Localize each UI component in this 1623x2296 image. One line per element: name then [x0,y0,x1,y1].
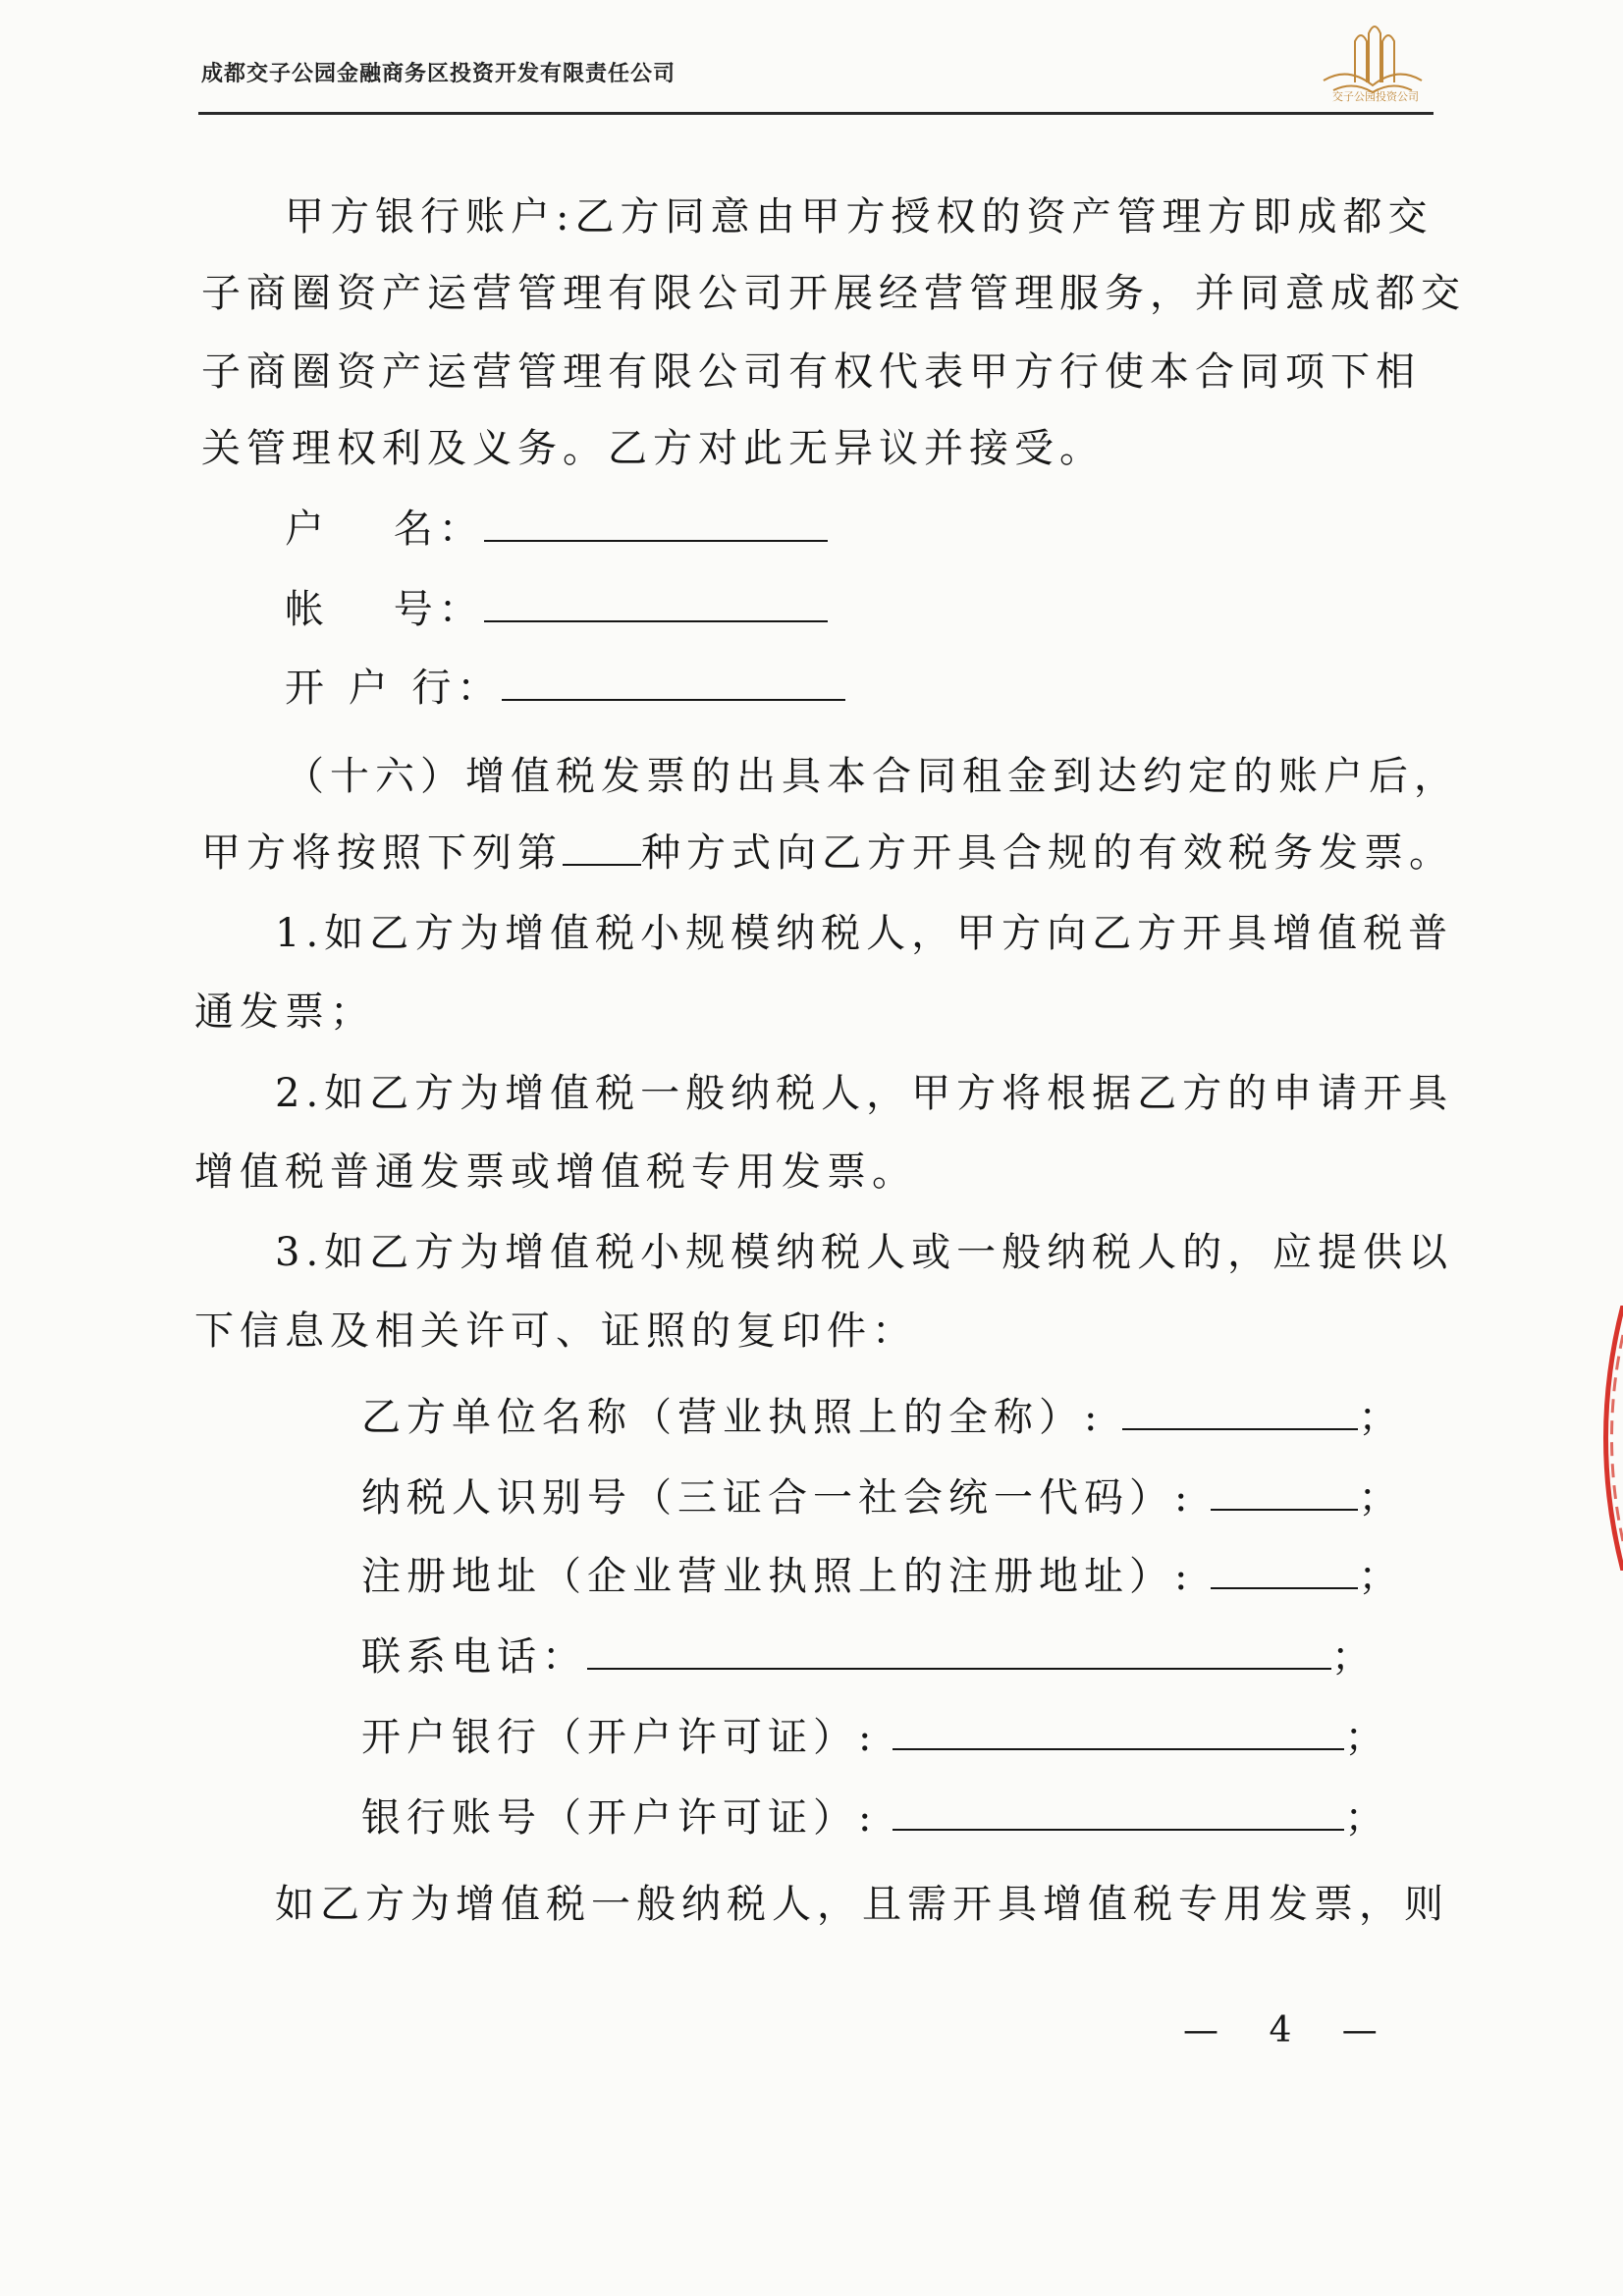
section-16-heading: （十六）增值税发票的出具本合同租金到达约定的账户后， [285,754,1459,799]
company-name-blank[interactable] [1122,1395,1358,1430]
account-name-blank[interactable] [484,507,828,542]
item-1-line: 通发票； [194,989,375,1035]
semicolon: ； [1344,1795,1390,1841]
bank-label: 开户银行（开户许可证）: [361,1715,878,1760]
tax-id-field [361,1472,1403,1523]
paragraph-line: 子商圈资产运营管理有限公司有权代表甲方行使本合同项下相 [201,349,1421,395]
semicolon: ； [1344,1715,1390,1760]
invoice-option-blank[interactable] [563,830,641,866]
item-2-line: 2.如乙方为增值税一般纳税人，甲方将根据乙方的申请开具 [275,1071,1454,1116]
bank-field [361,1712,1389,1763]
registered-address-blank[interactable] [1211,1554,1358,1589]
paragraph-line: 关管理权利及义务。乙方对此无异议并接受。 [201,426,1105,471]
account-name-field [285,504,828,555]
semicolon: ； [1331,1634,1377,1680]
semicolon: ； [1358,1395,1404,1440]
account-bank-blank[interactable] [502,666,845,701]
registered-address-field [361,1551,1403,1602]
header-divider [198,112,1434,115]
tax-id-label: 纳税人识别号（三证合一社会统一代码）: [361,1475,1194,1521]
item-2-line: 增值税普通发票或增值税专用发票。 [194,1149,917,1195]
bank-account-label: 银行账号（开户许可证）: [361,1795,878,1841]
account-bank-field [285,663,845,714]
bank-account-field [361,1792,1389,1843]
section-16-line [201,828,1454,879]
semicolon: ； [1358,1554,1404,1599]
phone-blank[interactable] [587,1634,1331,1670]
account-bank-label: 开 户 行： [285,666,503,711]
account-number-blank[interactable] [484,587,828,622]
section-16-text-a: 甲方将按照下列第 [201,830,563,876]
item-1-line: 1.如乙方为增值税小规模纳税人，甲方向乙方开具增值税普 [275,911,1454,956]
account-number-label: 帐 号： [285,587,484,632]
page-number: — 4 — [1183,2010,1397,2051]
logo-text: 交子公园投资公司 [1332,90,1419,103]
item-3-line: 下信息及相关许可、证照的复印件： [194,1308,917,1354]
section-16-text-b: 种方式向乙方开具合规的有效税务发票。 [641,830,1454,876]
tax-id-blank[interactable] [1211,1475,1358,1511]
paragraph-line: 甲方银行账户:乙方同意由甲方授权的资产管理方即成都交 [285,194,1434,240]
account-name-label: 户 名： [285,507,484,552]
item-3-line: 3.如乙方为增值税小规模纳税人或一般纳税人的，应提供以 [275,1230,1454,1275]
phone-field [361,1631,1377,1682]
semicolon: ； [1358,1475,1404,1521]
red-seal-stamp-icon [1579,1306,1623,1571]
bank-blank[interactable] [893,1715,1344,1750]
bank-account-blank[interactable] [893,1795,1344,1831]
company-name-field [361,1392,1403,1443]
account-number-field [285,584,828,635]
registered-address-label: 注册地址（企业营业执照上的注册地址）: [361,1554,1194,1599]
phone-label: 联系电话： [361,1634,587,1680]
paragraph-line: 子商圈资产运营管理有限公司开展经营管理服务，并同意成都交 [201,271,1466,316]
company-name-label: 乙方单位名称（营业执照上的全称）: [361,1395,1104,1440]
paragraph-line: 如乙方为增值税一般纳税人，且需开具增值税专用发票，则 [275,1882,1449,1927]
header-organization: 成都交子公园金融商务区投资开发有限责任公司 [201,62,676,86]
